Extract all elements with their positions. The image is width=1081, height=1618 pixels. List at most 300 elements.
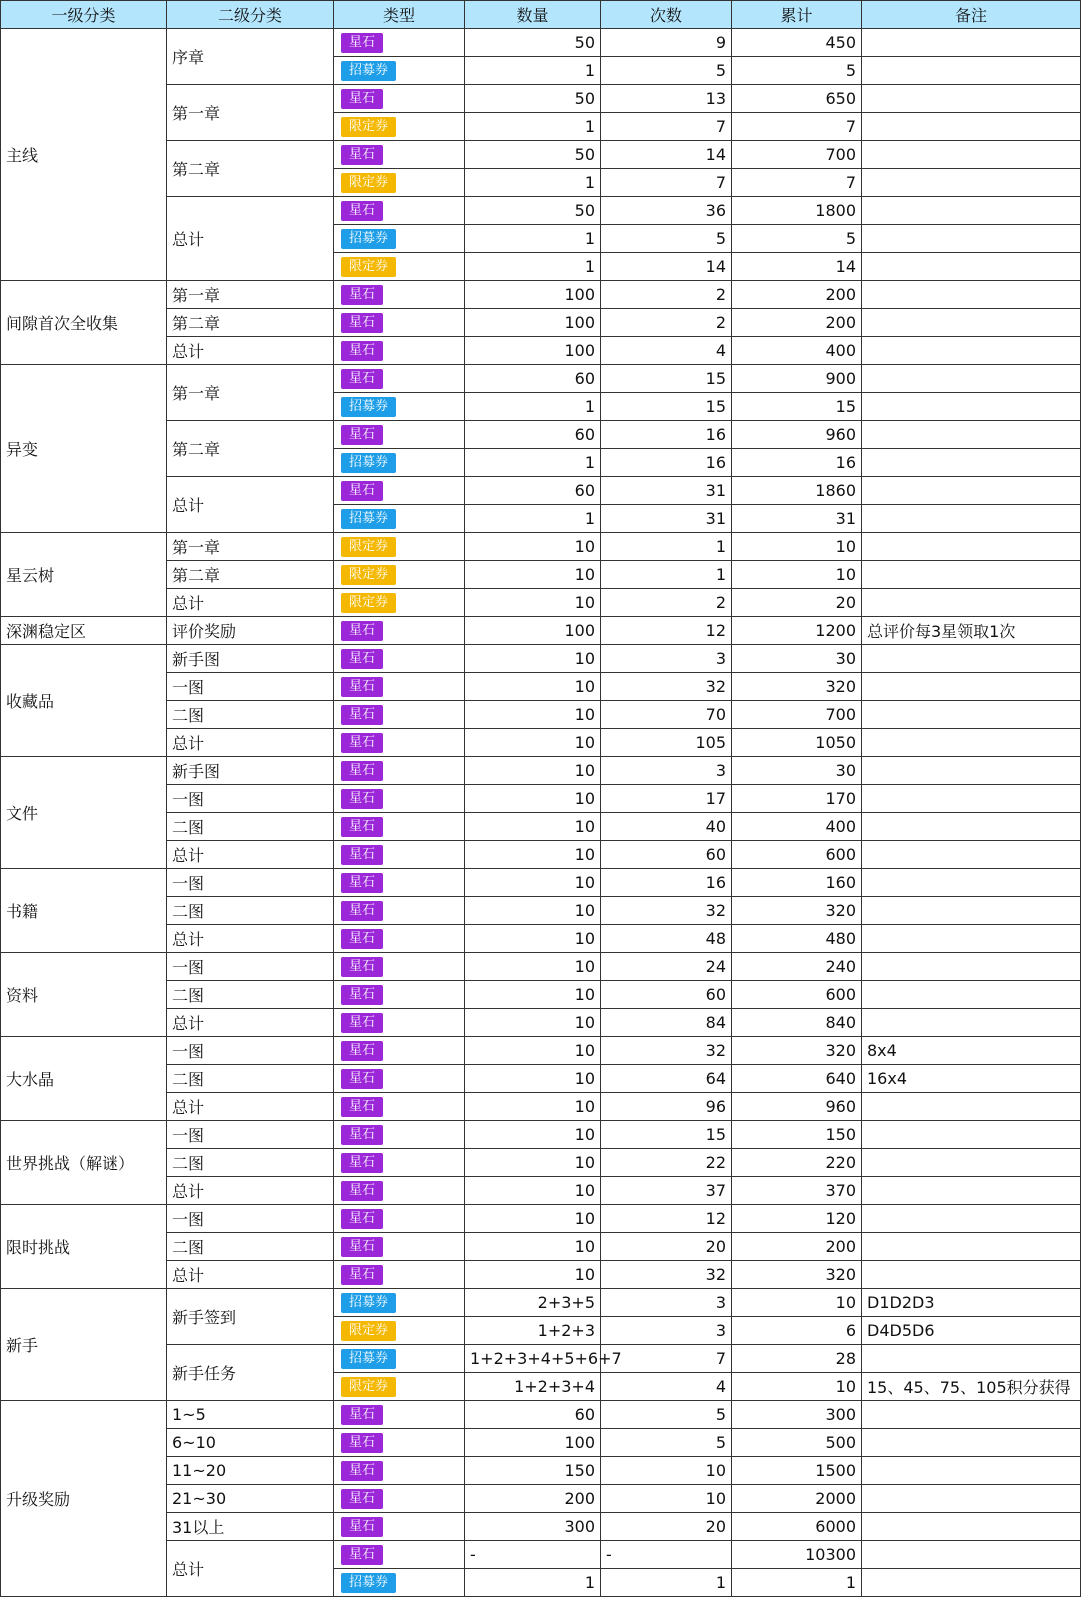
type-badge: 星石	[341, 1013, 383, 1033]
total-cell: 10300	[732, 1541, 862, 1569]
total-cell: 600	[732, 841, 862, 869]
quantity-cell: 10	[465, 897, 601, 925]
total-cell: 960	[732, 421, 862, 449]
secondary-category-cell: 第一章	[167, 533, 334, 561]
type-badge: 星石	[341, 1489, 383, 1509]
secondary-category-cell: 一图	[167, 869, 334, 897]
secondary-category-cell: 二图	[167, 1065, 334, 1093]
type-badge: 星石	[341, 817, 383, 837]
secondary-category-cell: 评价奖励	[167, 617, 334, 645]
count-cell: 3	[601, 1289, 732, 1317]
secondary-category-cell: 总计	[167, 1177, 334, 1205]
note-cell	[862, 1121, 1081, 1149]
quantity-cell: 60	[465, 1401, 601, 1429]
note-cell	[862, 477, 1081, 505]
type-badge: 星石	[341, 845, 383, 865]
note-cell	[862, 1009, 1081, 1037]
quantity-cell: 10	[465, 729, 601, 757]
secondary-category-cell: 总计	[167, 1261, 334, 1289]
total-cell: 1050	[732, 729, 862, 757]
total-cell: 6000	[732, 1513, 862, 1541]
quantity-cell: 10	[465, 869, 601, 897]
secondary-category-cell: 二图	[167, 701, 334, 729]
quantity-cell: 10	[465, 1177, 601, 1205]
quantity-cell: 1+2+3	[465, 1317, 601, 1345]
type-cell	[334, 953, 465, 981]
type-cell	[334, 1093, 465, 1121]
type-cell	[334, 1289, 465, 1317]
count-cell: 2	[601, 589, 732, 617]
header-type: 类型	[334, 1, 465, 29]
quantity-cell: 60	[465, 365, 601, 393]
secondary-category-cell: 总计	[167, 1093, 334, 1121]
note-cell	[862, 1457, 1081, 1485]
quantity-cell: 1	[465, 505, 601, 533]
type-cell	[334, 1485, 465, 1513]
note-cell	[862, 1541, 1081, 1569]
secondary-category-cell: 总计	[167, 197, 334, 281]
quantity-cell: 300	[465, 1513, 601, 1541]
header-primary-category: 一级分类	[1, 1, 167, 29]
total-cell: 28	[732, 1345, 862, 1373]
type-badge: 限定券	[341, 565, 396, 585]
total-cell: 650	[732, 85, 862, 113]
table-row	[1, 617, 1081, 645]
type-cell	[334, 1037, 465, 1065]
type-badge: 限定券	[341, 1377, 396, 1397]
secondary-category-cell: 二图	[167, 1233, 334, 1261]
secondary-category-cell: 总计	[167, 337, 334, 365]
note-cell	[862, 141, 1081, 169]
count-cell: 24	[601, 953, 732, 981]
count-cell: 20	[601, 1233, 732, 1261]
note-cell	[862, 1485, 1081, 1513]
count-cell: 12	[601, 1205, 732, 1233]
count-cell: 70	[601, 701, 732, 729]
note-cell	[862, 225, 1081, 253]
count-cell: 32	[601, 673, 732, 701]
quantity-cell: 10	[465, 673, 601, 701]
note-cell	[862, 1513, 1081, 1541]
type-badge: 限定券	[341, 1321, 396, 1341]
primary-category-cell: 书籍	[1, 869, 167, 953]
primary-category-cell: 限时挑战	[1, 1205, 167, 1289]
type-cell	[334, 281, 465, 309]
count-cell: 2	[601, 309, 732, 337]
count-cell: 4	[601, 1373, 732, 1401]
count-cell: 3	[601, 645, 732, 673]
total-cell: 400	[732, 337, 862, 365]
total-cell: 1860	[732, 477, 862, 505]
type-badge: 星石	[341, 1433, 383, 1453]
note-cell	[862, 1177, 1081, 1205]
type-badge: 星石	[341, 705, 383, 725]
note-cell	[862, 1401, 1081, 1429]
type-badge: 星石	[341, 481, 383, 501]
note-cell	[862, 561, 1081, 589]
note-cell	[862, 393, 1081, 421]
type-cell	[334, 1457, 465, 1485]
table-row	[1, 1289, 1081, 1317]
total-cell: 450	[732, 29, 862, 57]
total-cell: 200	[732, 1233, 862, 1261]
type-cell	[334, 1569, 465, 1597]
total-cell: 840	[732, 1009, 862, 1037]
secondary-category-cell: 新手图	[167, 757, 334, 785]
type-badge: 星石	[341, 985, 383, 1005]
type-cell	[334, 421, 465, 449]
secondary-category-cell: 21~30	[167, 1485, 334, 1513]
table-row	[1, 1037, 1081, 1065]
total-cell: 2000	[732, 1485, 862, 1513]
note-cell	[862, 1569, 1081, 1597]
note-cell	[862, 449, 1081, 477]
type-cell	[334, 1205, 465, 1233]
total-cell: 31	[732, 505, 862, 533]
count-cell: 17	[601, 785, 732, 813]
secondary-category-cell: 第二章	[167, 561, 334, 589]
secondary-category-cell: 新手图	[167, 645, 334, 673]
type-badge: 限定券	[341, 257, 396, 277]
total-cell: 10	[732, 561, 862, 589]
note-cell	[862, 505, 1081, 533]
type-cell	[334, 141, 465, 169]
count-cell: 22	[601, 1149, 732, 1177]
quantity-cell: 150	[465, 1457, 601, 1485]
quantity-cell: 60	[465, 477, 601, 505]
type-cell	[334, 309, 465, 337]
secondary-category-cell: 一图	[167, 785, 334, 813]
note-cell	[862, 785, 1081, 813]
note-cell	[862, 1205, 1081, 1233]
secondary-category-cell: 第二章	[167, 421, 334, 477]
type-badge: 星石	[341, 957, 383, 977]
quantity-cell: 10	[465, 533, 601, 561]
total-cell: 160	[732, 869, 862, 897]
note-cell: D1D2D3	[862, 1289, 1081, 1317]
total-cell: 700	[732, 701, 862, 729]
type-badge: 星石	[341, 1125, 383, 1145]
type-badge: 星石	[341, 1181, 383, 1201]
type-badge: 星石	[341, 733, 383, 753]
type-badge: 星石	[341, 1097, 383, 1117]
type-cell	[334, 505, 465, 533]
type-cell	[334, 253, 465, 281]
count-cell: 16	[601, 421, 732, 449]
note-cell	[862, 533, 1081, 561]
total-cell: 30	[732, 645, 862, 673]
note-cell	[862, 869, 1081, 897]
note-cell	[862, 253, 1081, 281]
total-cell: 700	[732, 141, 862, 169]
count-cell: 7	[601, 1345, 732, 1373]
type-badge: 招募券	[341, 1573, 396, 1593]
quantity-cell: 50	[465, 85, 601, 113]
note-cell	[862, 925, 1081, 953]
note-cell	[862, 365, 1081, 393]
note-cell: 16x4	[862, 1065, 1081, 1093]
type-badge: 招募券	[341, 397, 396, 417]
primary-category-cell: 文件	[1, 757, 167, 869]
note-cell	[862, 421, 1081, 449]
type-badge: 星石	[341, 873, 383, 893]
secondary-category-cell: 第一章	[167, 365, 334, 421]
total-cell: 320	[732, 1037, 862, 1065]
count-cell: 1	[601, 533, 732, 561]
header-total: 累计	[732, 1, 862, 29]
type-cell	[334, 1149, 465, 1177]
type-badge: 星石	[341, 1041, 383, 1061]
primary-category-cell: 大水晶	[1, 1037, 167, 1121]
secondary-category-cell: 总计	[167, 589, 334, 617]
type-cell	[334, 645, 465, 673]
count-cell: 48	[601, 925, 732, 953]
total-cell: 500	[732, 1429, 862, 1457]
quantity-cell: 60	[465, 421, 601, 449]
count-cell: 60	[601, 981, 732, 1009]
type-cell	[334, 981, 465, 1009]
quantity-cell: 100	[465, 309, 601, 337]
quantity-cell: 10	[465, 1121, 601, 1149]
total-cell: 20	[732, 589, 862, 617]
type-badge: 星石	[341, 313, 383, 333]
secondary-category-cell: 总计	[167, 1009, 334, 1037]
quantity-cell: 1+2+3+4+5+6+7	[465, 1345, 601, 1373]
count-cell: 40	[601, 813, 732, 841]
total-cell: 960	[732, 1093, 862, 1121]
type-cell	[334, 1345, 465, 1373]
count-cell: 3	[601, 1317, 732, 1345]
quantity-cell: 10	[465, 785, 601, 813]
secondary-category-cell: 总计	[167, 925, 334, 953]
count-cell: 14	[601, 141, 732, 169]
type-badge: 星石	[341, 33, 383, 53]
count-cell: 7	[601, 169, 732, 197]
primary-category-cell: 升级奖励	[1, 1401, 167, 1597]
type-cell	[334, 449, 465, 477]
type-cell	[334, 757, 465, 785]
count-cell: 16	[601, 869, 732, 897]
type-cell	[334, 113, 465, 141]
quantity-cell: 100	[465, 281, 601, 309]
total-cell: 120	[732, 1205, 862, 1233]
secondary-category-cell: 二图	[167, 813, 334, 841]
primary-category-cell: 异变	[1, 365, 167, 533]
quantity-cell: 10	[465, 981, 601, 1009]
quantity-cell: 10	[465, 925, 601, 953]
count-cell: 64	[601, 1065, 732, 1093]
type-cell	[334, 1261, 465, 1289]
type-badge: 招募券	[341, 61, 396, 81]
note-cell	[862, 113, 1081, 141]
total-cell: 7	[732, 113, 862, 141]
note-cell	[862, 1233, 1081, 1261]
type-cell	[334, 1177, 465, 1205]
secondary-category-cell: 二图	[167, 1149, 334, 1177]
note-cell	[862, 337, 1081, 365]
quantity-cell: 100	[465, 337, 601, 365]
type-badge: 限定券	[341, 117, 396, 137]
quantity-cell: 1	[465, 253, 601, 281]
total-cell: 10	[732, 1373, 862, 1401]
total-cell: 30	[732, 757, 862, 785]
type-cell	[334, 1401, 465, 1429]
count-cell: 96	[601, 1093, 732, 1121]
quantity-cell: 10	[465, 757, 601, 785]
note-cell	[862, 841, 1081, 869]
total-cell: 320	[732, 673, 862, 701]
type-badge: 限定券	[341, 537, 396, 557]
count-cell: 16	[601, 449, 732, 477]
quantity-cell: 10	[465, 701, 601, 729]
count-cell: 15	[601, 393, 732, 421]
total-cell: 480	[732, 925, 862, 953]
type-badge: 星石	[341, 1209, 383, 1229]
note-cell	[862, 981, 1081, 1009]
note-cell	[862, 1261, 1081, 1289]
count-cell: 5	[601, 225, 732, 253]
type-cell	[334, 561, 465, 589]
total-cell: 640	[732, 1065, 862, 1093]
quantity-cell: 10	[465, 1037, 601, 1065]
type-badge: 星石	[341, 677, 383, 697]
total-cell: 370	[732, 1177, 862, 1205]
table-row	[1, 281, 1081, 309]
primary-category-cell: 新手	[1, 1289, 167, 1401]
count-cell: 2	[601, 281, 732, 309]
type-cell	[334, 57, 465, 85]
count-cell: 4	[601, 337, 732, 365]
type-badge: 招募券	[341, 453, 396, 473]
type-badge: 限定券	[341, 593, 396, 613]
secondary-category-cell: 新手签到	[167, 1289, 334, 1345]
type-cell	[334, 1065, 465, 1093]
type-badge: 星石	[341, 1405, 383, 1425]
secondary-category-cell: 第二章	[167, 141, 334, 197]
quantity-cell: 100	[465, 1429, 601, 1457]
secondary-category-cell: 一图	[167, 1121, 334, 1149]
type-badge: 星石	[341, 89, 383, 109]
quantity-cell: 1	[465, 57, 601, 85]
type-cell	[334, 1317, 465, 1345]
type-badge: 星石	[341, 1237, 383, 1257]
primary-category-cell: 深渊稳定区	[1, 617, 167, 645]
table-row	[1, 1205, 1081, 1233]
count-cell: 5	[601, 1401, 732, 1429]
type-cell	[334, 169, 465, 197]
total-cell: 220	[732, 1149, 862, 1177]
secondary-category-cell: 第一章	[167, 281, 334, 309]
note-cell	[862, 645, 1081, 673]
total-cell: 14	[732, 253, 862, 281]
note-cell	[862, 85, 1081, 113]
type-cell	[334, 617, 465, 645]
secondary-category-cell: 第一章	[167, 85, 334, 141]
type-cell	[334, 785, 465, 813]
quantity-cell: 1	[465, 1569, 601, 1597]
count-cell: 36	[601, 197, 732, 225]
type-cell	[334, 1513, 465, 1541]
total-cell: 1500	[732, 1457, 862, 1485]
type-cell	[334, 729, 465, 757]
secondary-category-cell: 总计	[167, 729, 334, 757]
secondary-category-cell: 一图	[167, 673, 334, 701]
primary-category-cell: 世界挑战（解谜）	[1, 1121, 167, 1205]
count-cell: 14	[601, 253, 732, 281]
table-row	[1, 1121, 1081, 1149]
secondary-category-cell: 总计	[167, 1541, 334, 1597]
secondary-category-cell: 11~20	[167, 1457, 334, 1485]
note-cell	[862, 813, 1081, 841]
table-row	[1, 29, 1081, 57]
type-cell	[334, 673, 465, 701]
quantity-cell: 200	[465, 1485, 601, 1513]
type-cell	[334, 813, 465, 841]
type-badge: 星石	[341, 929, 383, 949]
type-badge: 星石	[341, 369, 383, 389]
type-cell	[334, 1009, 465, 1037]
type-cell	[334, 841, 465, 869]
secondary-category-cell: 第二章	[167, 309, 334, 337]
note-cell: 15、45、75、105积分获得	[862, 1373, 1081, 1401]
quantity-cell: 10	[465, 1065, 601, 1093]
total-cell: 200	[732, 309, 862, 337]
header-quantity: 数量	[465, 1, 601, 29]
quantity-cell: 10	[465, 645, 601, 673]
type-cell	[334, 925, 465, 953]
note-cell	[862, 1345, 1081, 1373]
count-cell: 15	[601, 1121, 732, 1149]
primary-category-cell: 星云树	[1, 533, 167, 617]
quantity-cell: 1+2+3+4	[465, 1373, 601, 1401]
secondary-category-cell: 一图	[167, 1037, 334, 1065]
type-badge: 星石	[341, 341, 383, 361]
count-cell: 5	[601, 1429, 732, 1457]
total-cell: 10	[732, 1289, 862, 1317]
quantity-cell: 50	[465, 141, 601, 169]
quantity-cell: 1	[465, 393, 601, 421]
secondary-category-cell: 总计	[167, 477, 334, 533]
type-cell	[334, 589, 465, 617]
note-cell	[862, 701, 1081, 729]
type-cell	[334, 701, 465, 729]
total-cell: 5	[732, 225, 862, 253]
total-cell: 200	[732, 281, 862, 309]
type-badge: 星石	[341, 901, 383, 921]
count-cell: 60	[601, 841, 732, 869]
note-cell	[862, 729, 1081, 757]
quantity-cell: 1	[465, 225, 601, 253]
note-cell: D4D5D6	[862, 1317, 1081, 1345]
total-cell: 1	[732, 1569, 862, 1597]
total-cell: 400	[732, 813, 862, 841]
count-cell: 20	[601, 1513, 732, 1541]
table-row	[1, 365, 1081, 393]
header-row	[1, 1, 1081, 29]
secondary-category-cell: 31以上	[167, 1513, 334, 1541]
quantity-cell: 10	[465, 1233, 601, 1261]
count-cell: 13	[601, 85, 732, 113]
total-cell: 10	[732, 533, 862, 561]
quantity-cell: -	[465, 1541, 601, 1569]
quantity-cell: 50	[465, 197, 601, 225]
table-body	[1, 29, 1081, 1597]
total-cell: 6	[732, 1317, 862, 1345]
primary-category-cell: 间隙首次全收集	[1, 281, 167, 365]
note-cell	[862, 673, 1081, 701]
quantity-cell: 100	[465, 617, 601, 645]
total-cell: 1800	[732, 197, 862, 225]
